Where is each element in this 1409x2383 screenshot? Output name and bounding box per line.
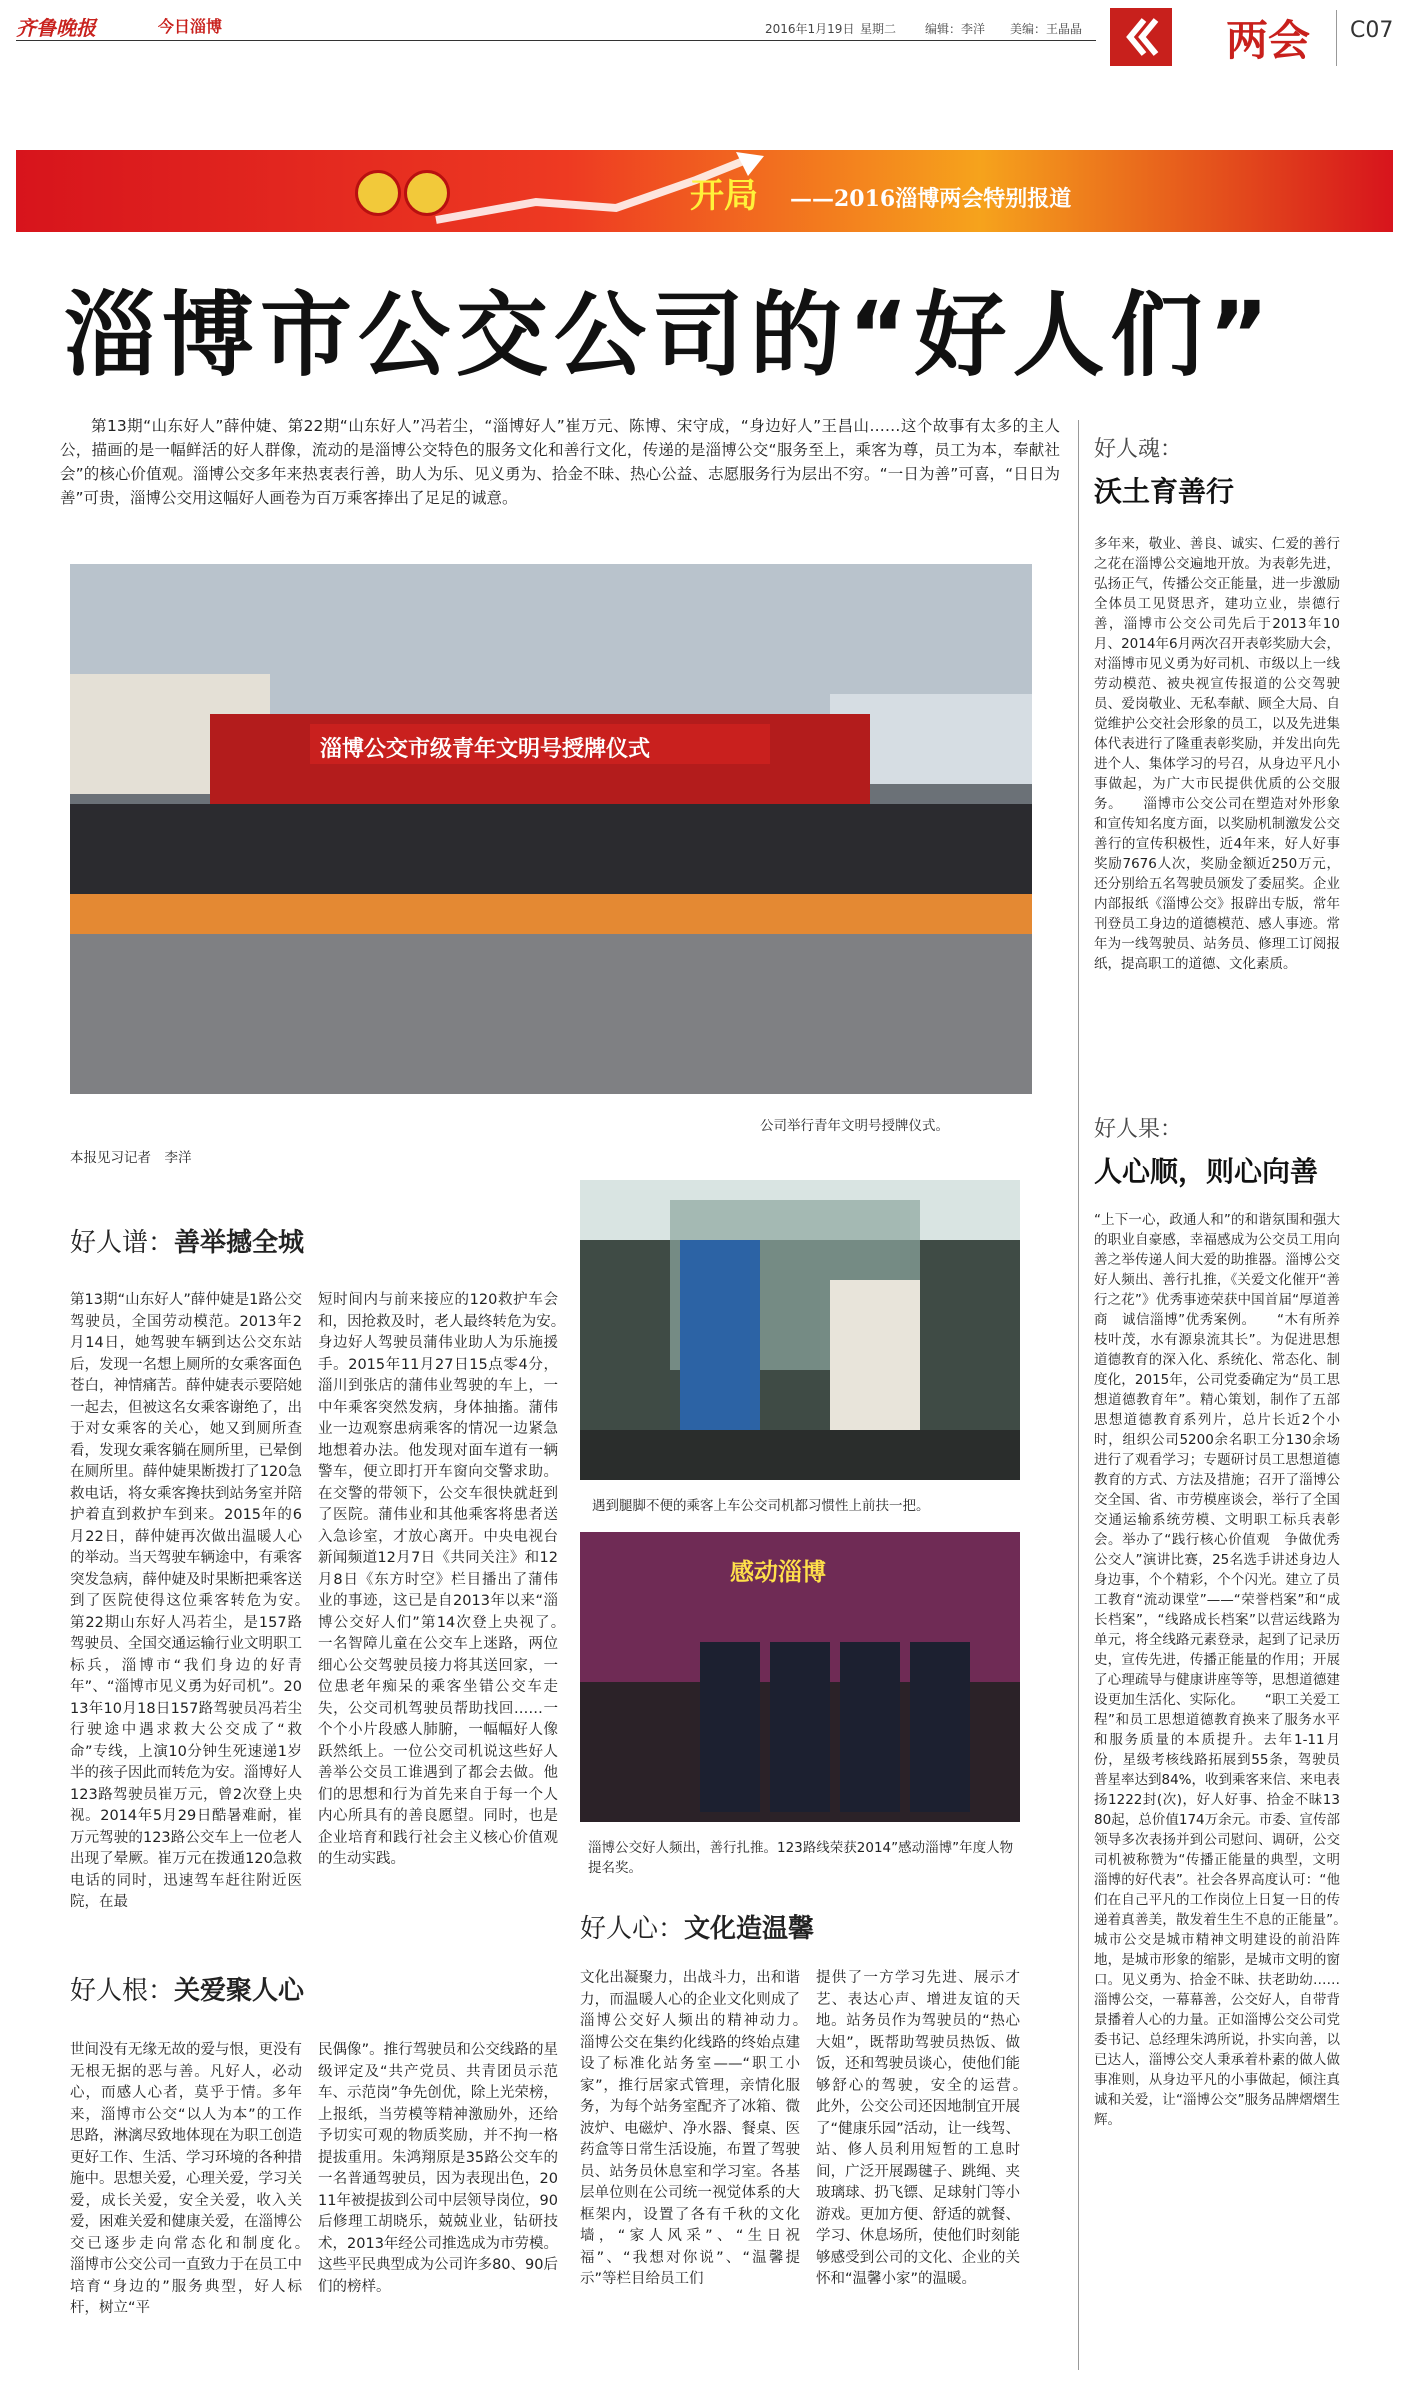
- lead-paragraph: 第13期“山东好人”薛仲婕、第22期“山东好人”冯若尘，“淄博好人”崔万元、陈博、宋守成，“身边好人”王昌山……这个故事有太多的主人公，描画的是一幅鲜活的好人群像，流动的是淄博公交特色的服务文化和善行文化，传递的是淄博公交“服务至上，乘客为尊，员工为本，奉献社会”的核心价值观。淄博公交多年来热衷表行善，助人为乐、见义勇为、拾金不昧、热心公益、志愿服务行为层出不穷。“一日为善”可喜，“日日为善”可贵，淄博公交用这幅好人画卷为百万乘客捧出了足足的诚意。: [60, 417, 1060, 507]
- s3-column-2: 提供了一方学习先进、展示才艺、表达心声、增进友谊的天地。站务员作为驾驶员的“热心大姐”，既帮助驾驶员热饭、做饭，还和驾驶员谈心，使他们能够舒心的驾驶，安全的运营。 此外，公交公司还因地制宜开展了“健康乐园”活动，让一线驾、站、修人员利用短暂的工息时间，广泛开展踢毽子、跳绳、夹玻璃球、扔飞镖、足球射门等小游戏。更加方便、舒适的就餐、学习、休息场所，使他们时刻能够感受到公司的文化、企业的关怀和“温馨小家”的温暖。: [816, 1970, 1020, 2287]
- photo-award-caption: 淄博公交好人频出，善行扎推。123路线荣获2014”感动淄博”年度人物提名奖。: [588, 1840, 1014, 1876]
- award-banner-text: 感动淄博: [730, 1558, 826, 1586]
- page-number: C07: [1350, 18, 1394, 43]
- photo-driver-help-caption: 遇到腿脚不便的乘客上车公交司机都习惯性上前扶一把。: [592, 1498, 930, 1514]
- section-kicker: 好人心：: [580, 1914, 685, 1944]
- photo-ceremony-caption: 公司举行青年文明号授牌仪式。: [760, 1118, 949, 1134]
- section-title: 文化造温馨: [684, 1914, 815, 1944]
- sidebar-divider: [1078, 420, 1079, 2370]
- sidebar-1-body: 多年来，敬业、善良、诚实、仁爱的善行之花在淄博公交遍地开放。为表彰先进，弘扬正气，传播公交正能量，进一步激励全体员工见贤思齐，建功立业，崇德行善，淄博市公交公司先后于2013年10月、2014年6月两次召开表彰奖励大会，对淄博市见义勇为好司机、市级以上一线劳动模范、被央视宣传报道的公交驾驶员、爱岗敬业、无私奉献、顾全大局、自觉维护公交社会形象的员工，以及先进集体代表进行了隆重表彰奖励，并发出向先进个人、集体学习的号召，从身边平凡小事做起，为广大市民提供优质的公交服务。 淄博市公交公司在塑造对外形象和宣传知名度方面，以奖励机制激发公交善行的宣传积极性，近4年来，好人好事奖励7676人次，奖励金额近250万元，还分别给五名驾驶员颁发了委屈奖。企业内部报纸《淄博公交》报辟出专版，常年刊登员工身边的道德模范、感人事迹。常年为一线驾驶员、站务员、修理工订阅报纸，提高职工的道德、文化素质。: [1094, 536, 1340, 972]
- headline: 淄博市公交公司的“好人们”: [64, 282, 1275, 389]
- masthead-rule: [16, 40, 1096, 41]
- editor-credit: 编辑：李洋: [925, 22, 986, 36]
- s2-column-2: 民偶像”。推行驾驶员和公交线路的星级评定及“共产党员、共青团员示范车、示范岗”争先创优，除上光荣榜，上报纸，当劳模等精神激励外，还给予切实可观的物质奖励，并不拘一格提拔重用。朱鸿翔原是35路公交车的一名普通驾驶员，因为表现出色，2011年被提拔到公司中层领导岗位，90后修理工胡晓乐，兢兢业业，钻研技术，2013年经公司推选成为市劳模。这些平民典型成为公司许多80、90后们的榜样。: [318, 2042, 558, 2295]
- byline: 本报见习记者 李洋: [70, 1150, 192, 1166]
- section-haorenxin-heading: [580, 1908, 814, 1945]
- s3-column-1: 文化出凝聚力，出战斗力，出和谐力，而温暖人心的企业文化则成了淄博公交好人频出的精神动力。 淄博公交在集约化线路的终始点建设了标准化站务室——“职工小家”，推行居家式管理，亲情化服务，为每个站务室配齐了冰箱、微波炉、电磁炉、净水器、餐桌、医药盒等日常生活设施，布置了驾驶员、站务员休息室和学习室。各基层单位则在公司统一视觉体系的大框架内，设置了各有千秋的文化墙，“家人风采”、“生日祝福”、“我想对你说”、“温馨提示”等栏目给员工们: [580, 1970, 800, 2287]
- banner-subtitle: ——2016淄博两会特别报道: [790, 186, 1072, 212]
- banner-title: 开局: [690, 176, 758, 216]
- national-emblem-icon: [355, 170, 401, 216]
- newspaper-logo: 齐鲁晚报: [16, 16, 96, 40]
- divider: [1336, 10, 1337, 66]
- section-haorengen-heading: [70, 1970, 304, 2007]
- sidebar-2-kicker: 好人果：: [1094, 1117, 1183, 1142]
- section-kicker: 好人谱：: [70, 1228, 175, 1258]
- ceremony-banner-text: 淄博公交市级青年文明号授牌仪式: [320, 737, 651, 762]
- s2-column-1: 世间没有无缘无故的爱与恨，更没有无根无据的恶与善。凡好人，必动心，而感人心者，莫乎于情。多年来，淄博市公交“以人为本”的工作思路，淋漓尽致地体现在为职工创造更好工作、生活、学习环境的各种措施中。思想关爱，心理关爱，学习关爱，成长关爱，安全关爱，收入关爱，困难关爱和健康关爱，在淄博公交已逐步走向常态化和制度化。 淄博市公交公司一直致力于在员工中培育“身边的”服务典型，好人标杆，树立“平: [70, 2042, 302, 2316]
- sidebar-2-body: “上下一心，政通人和”的和谐氛围和强大的职业自豪感，幸福感成为公交员工用向善之举传递人间大爱的助推器。淄博公交好人频出、善行扎推，《关爱文化催开“善行之花”》优秀事迹荣获中国首届“厚道善商 诚信淄博”优秀案例。 “木有所养枝叶茂，水有源泉流其长”。为促进思想道德教育的深入化、系统化、常态化、制度化，2015年，公司党委确定为“员工思想道德教育年”。精心策划，制作了五部思想道德教育系列片，总片长近2个小时，组织公司5200余名职工分130余场进行了观看学习；专题研讨员工思想道德教育的方式、方法及措施；召开了淄博公交全国、省、市劳模座谈会，举行了全国交通运输系统劳模、文明职工标兵表彰会。举办了“践行核心价值观 争做优秀公交人”演讲比赛，25名选手讲述身边人身边事，个个精彩，个个闪光。建立了员工教育“流动课堂”——“荣誉档案”和“成长档案”，“线路成长档案”以营运线路为单元，将全线路元素登录，起到了记录历史，宣传先进，传播正能量的作用；开展了心理疏导与健康讲座等等，思想道德建设更加生活化、实际化。 “职工关爱工程”和员工思想道德教育换来了服务水平和服务质量的本质提升。去年1-11月份，星级考核线路拓展到55条，驾驶员普星率达到84%，收到乘客来信、来电表扬1222封(次)，好人好事、拾金不昧1380起，总价值174万余元。市委、宣传部领导多次表扬并到公司慰问、调研，公交司机被称赞为“传播正能量的典型，文明淄博的好代表”。社会各界高度认可：“他们在自己平凡的工作岗位上日复一日的传递着真善美，散发着生生不息的正能量”。 城市公交是城市精神文明建设的前沿阵地，是城市形象的缩影，是城市文明的窗口。见义勇为、拾金不昧、扶老助幼……淄博公交，一幕幕善，公交好人，自带背景播着人心的力量。正如淄博公交公司党委书记、总经理朱鸿所说，扑实向善，以已达人，淄博公交人秉承着朴素的做人做事准则，从身边平凡的小事做起，倾注真诚和关爱，让“淄博公交”服务品牌熠熠生辉。: [1094, 1212, 1340, 2128]
- section-badge-icon: [1110, 8, 1172, 66]
- section-title: 善举撼全城: [174, 1228, 305, 1258]
- sidebar-1-title: 沃土育善行: [1094, 475, 1235, 508]
- photo-ceremony: [70, 564, 1032, 1094]
- s1-column-1: 第13期“山东好人”薛仲婕是1路公交驾驶员，全国劳动模范。2013年2月14日，她驾驶车辆到达公交东站后，发现一名想上厕所的女乘客面色苍白，神情痛苦。薛仲婕表示要陪她一起去，但被这名女乘客谢绝了，出于对女乘客的关心，她又到厕所查看，发现女乘客躺在厕所里，已晕倒在厕所里。薛仲婕果断拨打了120急救电话，将女乘客搀扶到站务室并陪护着直到救护车到来。2015年的6月22日，薛仲婕再次做出温暖人心的举动。当天驾驶车辆途中，有乘客突发急病，薛仲婕及时果断把乘客送到了医院使得这位乘客转危为安。 第22期山东好人冯若尘，是157路驾驶员、全国交通运输行业文明职工标兵，淄博市“我们身边的好青年”、“淄博市见义勇为好司机”。2013年10月18日157路驾驶员冯若尘行驶途中遇求救大公交成了“救命”专线，上演10分钟生死速递1岁半的孩子因此而转危为安。淄博好人123路驾驶员崔万元，曾2次登上央视。2014年5月29日酷暑难耐，崔万元驾驶的123路公交车上一位老人出现了晕厥。崔万元在拨通120急救电话的同时，迅速驾车赶往附近医院，在最: [70, 1292, 302, 1910]
- sidebar-1-kicker: 好人魂：: [1094, 437, 1183, 462]
- sidebar-2-title: 人心顺，则心向善: [1094, 1155, 1319, 1188]
- section-haorenpu-heading: [70, 1222, 304, 1259]
- section-title: 关爱聚人心: [174, 1976, 305, 2006]
- issue-date: 2016年1月19日: [765, 22, 855, 36]
- cppcc-emblem-icon: [404, 170, 450, 216]
- photo-driver-help: [580, 1180, 1020, 1480]
- s1-column-2: 短时间内与前来接应的120救护车会和，因抢救及时，老人最终转危为安。 身边好人驾驶员蒲伟业助人为乐施援手。2015年11月27日15点零4分，淄川到张店的蒲伟业驾驶的车上，一中年乘客突然发病，身体抽搐。蒲伟业一边观察患病乘客的情况一边紧急地想着办法。他发现对面车道有一辆警车，便立即打开车窗向交警求助。在交警的带领下，公交车很快就赶到了医院。蒲伟业和其他乘客将患者送入急诊室，才放心离开。中央电视台新闻频道12月7日《共同关注》和12月8日《东方时空》栏目播出了蒲伟业的事迹，这已是自2013年以来“淄博公交好人们”第14次登上央视了。 一名智障儿童在公交车上迷路，两位细心公交驾驶员接力将其送回家，一位患老年痴呆的乘客坐错公交车走失，公交司机驾驶员帮助找回……一个个小片段感人肺腑，一幅幅好人像跃然纸上。一位公交司机说这些好人善举公交员工谁遇到了都会去做。他们的思想和行为首先来自于每一个人内心所具有的善良愿望。同时，也是企业培育和践行社会主义核心价值观的生动实践。: [318, 1292, 558, 1867]
- edition-name: 今日淄博: [158, 17, 223, 36]
- section-title: 两会: [1226, 16, 1311, 65]
- issue-weekday: 星期二: [860, 22, 897, 36]
- section-kicker: 好人根：: [70, 1976, 175, 2006]
- designer-credit: 美编：王晶晶: [1010, 22, 1083, 36]
